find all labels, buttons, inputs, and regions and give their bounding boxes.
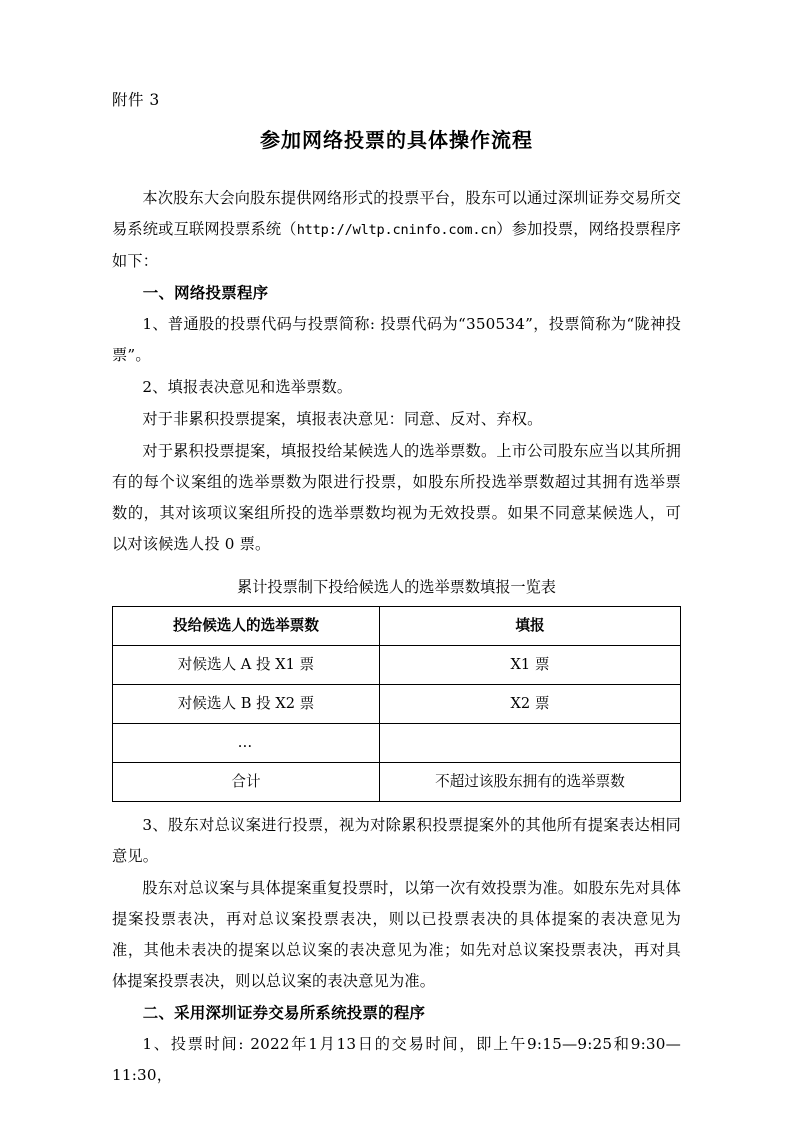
section1-paragraph-2: 2、填报表决意见和选举票数。 xyxy=(142,378,353,396)
section-heading-2: 二、采用深圳证券交易所系统投票的程序 xyxy=(142,1004,426,1022)
table-cell: 合计 xyxy=(113,763,380,802)
intro-text-part2: ）参加投票，网络投票程序如下： xyxy=(112,220,682,270)
table-header-row xyxy=(113,607,681,646)
table-cell: 对候选人 B 投 X2 票 xyxy=(113,685,380,724)
page-title: 参加网络投票的具体操作流程 xyxy=(260,128,533,152)
table-cell xyxy=(379,724,680,763)
intro-text-part1: 本次股东大会向股东提供网络形式的投票平台，股东可以通过深圳证券交易所交易系统或互联网投票系统（ xyxy=(112,189,681,238)
table-cell: 不超过该股东拥有的选举票数 xyxy=(379,763,680,802)
table-cell: X2 票 xyxy=(379,685,680,724)
table-row xyxy=(113,685,681,724)
table-caption: 累计投票制下投给候选人的选举票数填报一览表 xyxy=(237,578,556,596)
section-heading-1: 一、网络投票程序 xyxy=(142,284,269,302)
table-row xyxy=(113,724,681,763)
section1-paragraph-4: 对于累积投票提案，填报投给某候选人的选举票数。上市公司股东应当以其所拥有的每个议案组的选举票数为限进行投票，如股东所投选举票数超过其拥有选举票数的，其对该项议案组所投的选举票数均视为无效投票。如果不同意某候选人，可以对该候选人投 0 票。 xyxy=(112,442,681,553)
table-row xyxy=(113,646,681,685)
table-cell: X1 票 xyxy=(379,646,680,685)
section2-paragraph-1: 1、投票时间: 2022年1月13日的交易时间，即上午9:15—9:25和9:30—11:30， xyxy=(112,1035,681,1084)
table-header-cell-fill: 填报 xyxy=(379,607,680,646)
intro-paragraph xyxy=(112,183,681,277)
voting-system-url: http://wltp.cninfo.com.cn xyxy=(296,222,497,238)
table-row xyxy=(113,763,681,802)
table-cell: … xyxy=(113,724,380,763)
section1-paragraph-6: 股东对总议案与具体提案重复投票时，以第一次有效投票为准。如股东先对具体提案投票表决，再对总议案投票表决，则以已投票表决的具体提案的表决意见为准，其他未表决的提案以总议案的表决意见为准；如先对总议案投票表决，再对具体提案投票表决，则以总议案的表决意见为准。 xyxy=(112,879,681,990)
table-cell: 对候选人 A 投 X1 票 xyxy=(113,646,380,685)
attachment-label: 附件 3 xyxy=(112,91,160,109)
section1-paragraph-1: 1、普通股的投票代码与投票简称: 投票代码为“350534”，投票简称为“陇神投票”。 xyxy=(112,315,681,364)
section1-paragraph-5: 3、股东对总议案进行投票，视为对除累积投票提案外的其他所有提案表达相同意见。 xyxy=(112,816,681,865)
section1-paragraph-3: 对于非累积投票提案，填报表决意见：同意、反对、弃权。 xyxy=(142,410,543,428)
vote-fill-table xyxy=(112,606,681,802)
table-header-cell-votes: 投给候选人的选举票数 xyxy=(113,607,380,646)
